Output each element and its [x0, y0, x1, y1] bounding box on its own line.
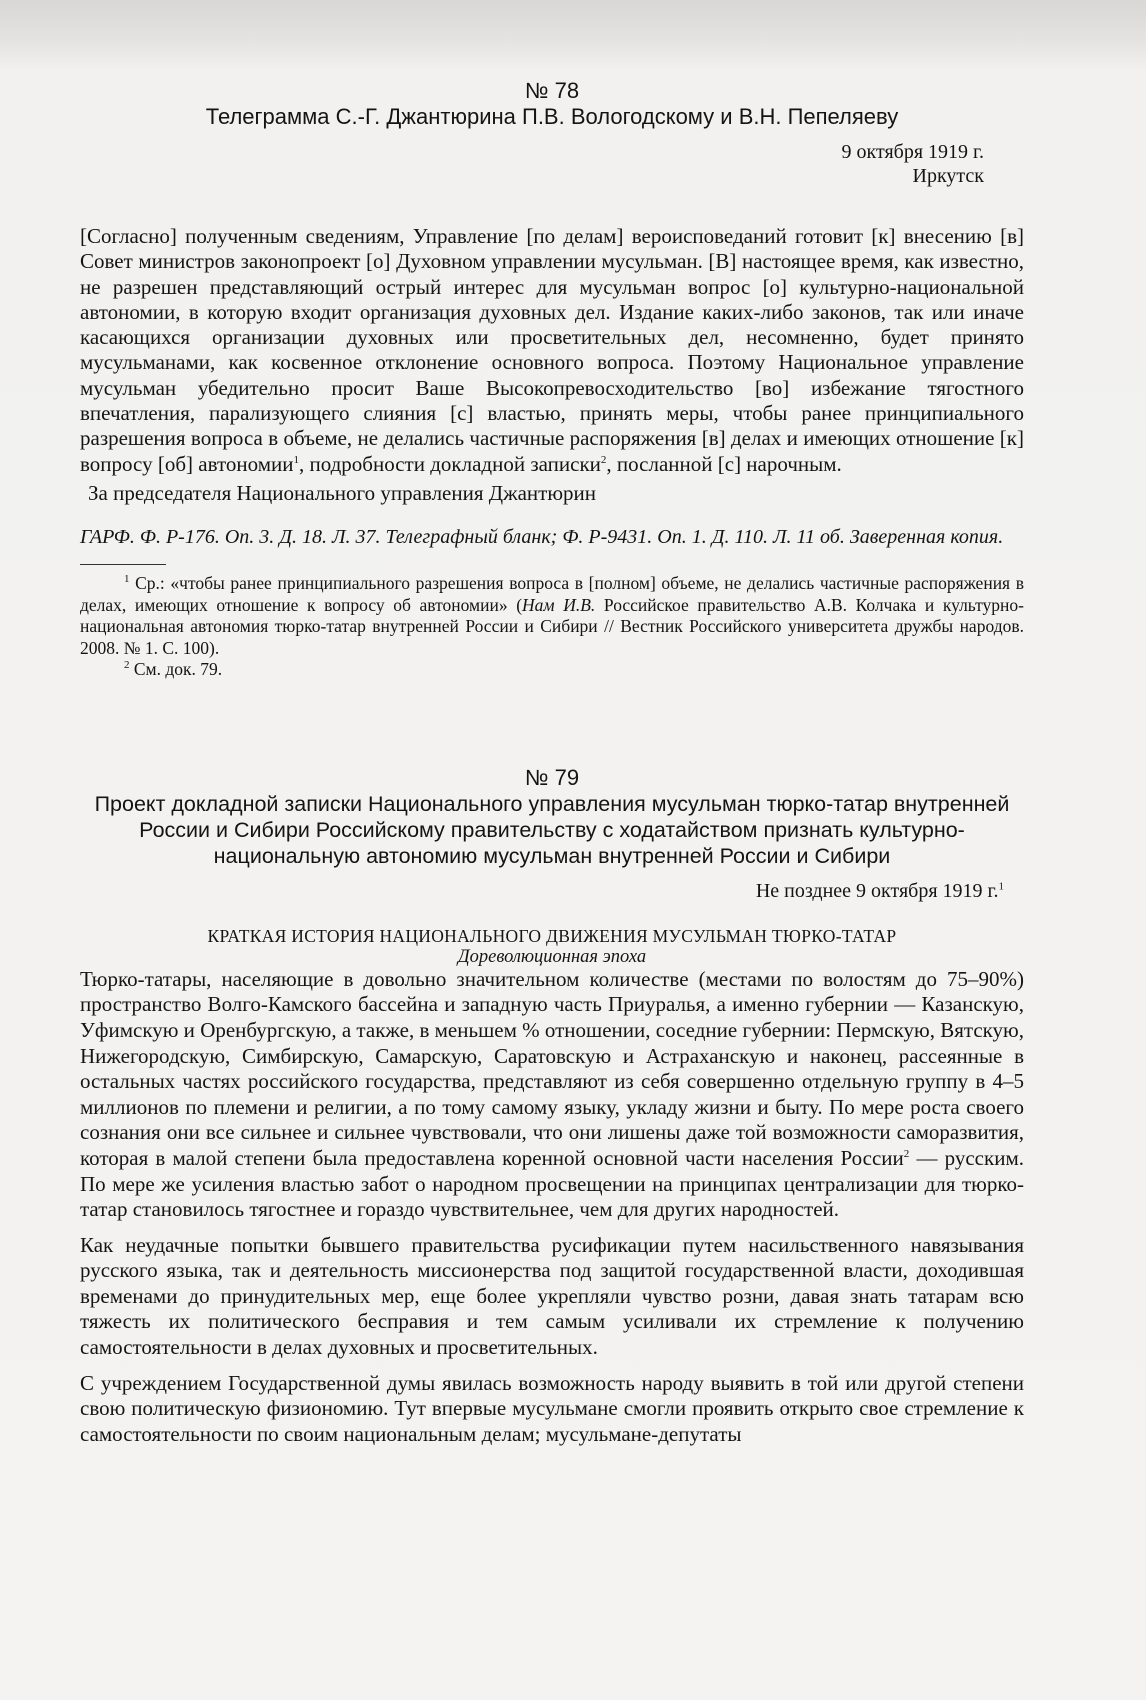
document-title: Проект докладной записки Национального управления мусульман тюрко-татар внутренней России и Сибири Российскому правительству с ходатайством признать культурно-национальную автономию мусульман внутренней России и Сибири — [94, 791, 1010, 868]
paragraph-1-text-b: — русским. По мере же усиления властью забот о народном просвещении на принципах централизации для тюрко-татар становилось тягостнее и гораздо чувствительнее, чем для других народностей. — [80, 1145, 1024, 1222]
paragraph: С учреждением Государственной думы явилась возможность народу выявить в той или другой степени свою политическую физиономию. Тут впервые мусульмане смогли проявить открыто свое стремление к самостоятельности по своим национальным делам; мусульмане-депутаты — [80, 1370, 1024, 1446]
signature: За председателя Национального управления Джантюрин — [88, 480, 596, 505]
document-number: № 79 — [524, 764, 580, 790]
document-date-text: Не позднее 9 октября 1919 г. — [755, 879, 999, 902]
footnote-2-mark: 2 — [124, 659, 130, 672]
footnote-1-mark: 1 — [124, 573, 130, 586]
footnote-1-text-a: Ср.: «чтобы ранее принципиального разрешения вопроса в [полном] объеме, не делались частичные распоряжения в делах, имеющих отношение к вопросу об автономии» ( — [80, 573, 1024, 615]
date-footnote-ref: 1 — [998, 880, 1004, 893]
footnote-ref-2: 2 — [903, 1147, 910, 1160]
section-heading: КРАТКАЯ ИСТОРИЯ НАЦИОНАЛЬНОГО ДВИЖЕНИЯ МУСУЛЬМАН ТЮРКО-ТАТАР — [207, 925, 897, 946]
footnote-2 — [80, 659, 1024, 681]
document-79 — [80, 765, 1024, 1448]
report-body — [80, 967, 1024, 1448]
document-number: № 78 — [524, 78, 580, 103]
footnote-1-text-b: Российское правительство А.В. Колчака и культурно-национальная автономия тюрко-татар внутренней России и Сибири // Вестник Российского университета дружбы народов. 2008. № 1. С. 100). — [80, 594, 1024, 658]
footnote-divider — [80, 564, 166, 565]
footnote-1 — [80, 573, 1024, 659]
telegram-body — [80, 224, 1024, 477]
footnote-2-text: См. док. 79. — [129, 659, 223, 680]
footnote-ref-1: 1 — [293, 453, 299, 466]
document-date — [80, 879, 1024, 903]
paragraph — [80, 967, 1024, 1223]
archival-source: ГАРФ. Ф. Р-176. Оп. 3. Д. 18. Л. 37. Телеграфный бланк; Ф. Р-9431. Оп. 1. Д. 110. Л. 11 об. Заверенная копия. — [80, 526, 1004, 549]
footnote-1-author: Нам И.В. — [522, 594, 596, 615]
document-place: Иркутск — [912, 165, 984, 187]
document-content — [80, 78, 1024, 1447]
document-78 — [80, 78, 1024, 681]
telegram-body-mid: , подробности докладной записки — [298, 451, 601, 476]
paragraph-1-text-a: Тюрко-татары, населяющие в довольно значительном количестве (местами по волостям до 75–90%) пространство Волго-Камского бассейна и западную часть Приуралья, а именно губернии — Казанскую, Уфимскую и Оренбургскую, а также, в меньшем % отношении, соседние губернии: Пермскую, Вятскую, Нижегородскую, Симбирскую, Самарскую, Саратовскую и Астраханскую и наконец, рассеянные в остальных частях российского государства, представляют из себя совершенно отдельную группу в 4–5 миллионов по племени и религии, а по тому самому языку, укладу жизни и быту. По мере роста своего сознания они все сильнее и сильнее чувствовали, что они лишены даже той возможности саморазвития, которая в малой степени была предоставлена коренной основной части населения России — [80, 966, 1024, 1170]
document-date: 9 октября 1919 г. — [841, 141, 984, 163]
footnote-ref-2: 2 — [600, 453, 607, 466]
telegram-body-text: [Согласно] полученным сведениям, Управление [по делам] вероисповеданий готовит [к] внесению [в] Совет министров законопроект [о] Духовном управлении мусульман. [В] настоящее время, как известно, не разрешен представляющий острый интерес для мусульман вопрос [о] культурно-национальной автономии, в которую входит организация духовных дел. Издание каких-либо законов, так или иначе касающихся организации духовных или просветительных дел, несомненно, будет принято мусульманами, как косвенное отклонение основного вопроса. Поэтому Национальное управление мусульман убедительно просит Ваше Высокопревосходительство [во] избежание тягостного впечатления, парализующего слияния [с] властью, принять меры, чтобы ранее принципиального разрешения вопроса в объеме, не делались частичные распоряжения [в] делах и имеющих отношение [к] вопросу [об] автономии — [80, 224, 1024, 476]
paragraph: Как неудачные попытки бывшего правительства русификации путем насильственного навязывания русского языка, так и деятельность миссионерства под защитой государственной власти, доходившая временами до принудительных мер, еще более укрепляли чувство розни, давая знать татарам всю тяжесть их политического бесправия и тем самым усиливали их стремление к получению самостоятельности в делах духовных и просветительных. — [80, 1232, 1024, 1360]
date-place-block — [80, 140, 1024, 188]
subsection-heading: Дореволюционная эпоха — [457, 946, 647, 967]
page-top-shadow — [0, 0, 1146, 70]
document-title: Телеграмма С.-Г. Джантюрина П.В. Вологодскому и В.Н. Пепеляеву — [205, 104, 899, 129]
telegram-body-end: , посланной [с] нарочным. — [606, 451, 842, 476]
